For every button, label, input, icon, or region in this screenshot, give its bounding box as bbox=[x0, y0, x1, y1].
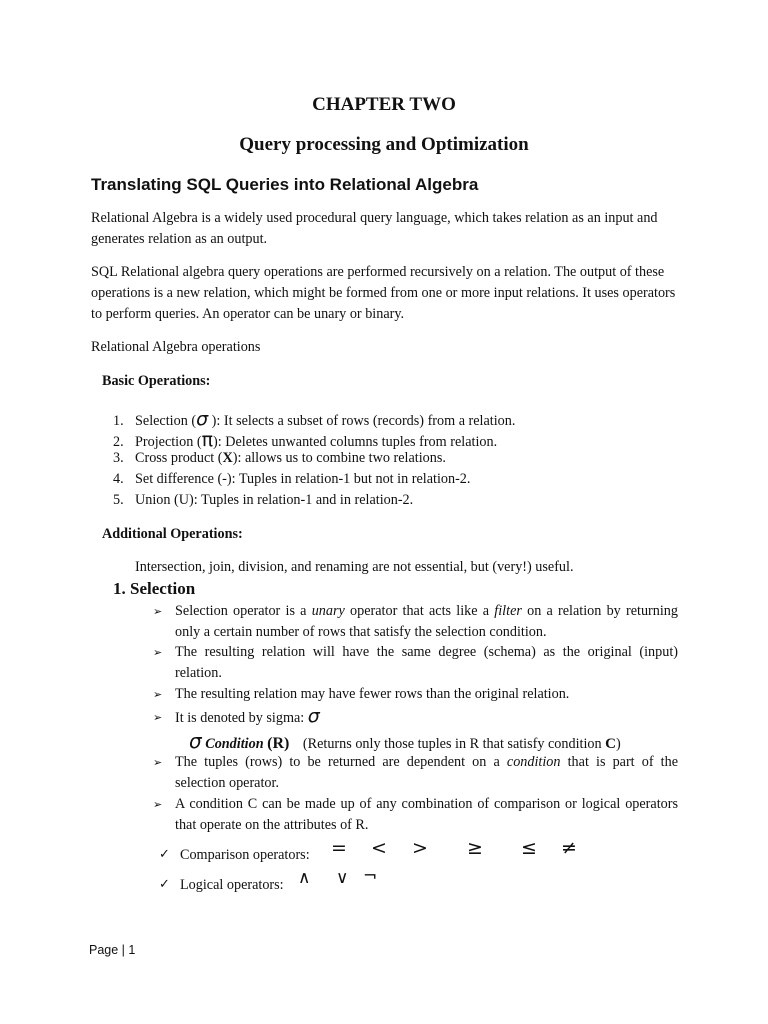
list-number: 3. bbox=[113, 450, 124, 466]
less-equal-operator: ≤ bbox=[521, 837, 537, 859]
arrow-bullet-icon: ➢ bbox=[153, 647, 163, 659]
additional-operations-heading: Additional Operations: bbox=[102, 526, 243, 542]
less-than-operator: < bbox=[371, 837, 387, 859]
check-icon: ✓ bbox=[159, 846, 170, 861]
list-item: 3. Cross product (X): allows us to combine two relations. bbox=[113, 450, 446, 466]
list-item: 2. Projection (π): Deletes unwanted columns tuples from relation. bbox=[113, 429, 498, 451]
selection-bullet-5: The tuples (rows) to be returned are dependent on a condition that is part of the selection operator. bbox=[175, 754, 679, 791]
selection-condition-expression: σ Condition (R) (Returns only those tuples in R that satisfy condition C) bbox=[189, 729, 621, 753]
basic-operations-heading: Basic Operations: bbox=[102, 373, 211, 389]
sigma-icon: σ bbox=[196, 408, 209, 430]
list-number: 2. bbox=[113, 434, 124, 450]
selection-heading: 1. Selection bbox=[113, 579, 196, 598]
arrow-bullet-icon: ➢ bbox=[153, 606, 163, 618]
operations-label: Relational Algebra operations bbox=[91, 339, 261, 355]
selection-bullet-1: Selection operator is a unary operator that acts like a filter on a relation by returning only a certain number of rows that satisfy the selection condition. bbox=[175, 603, 678, 640]
greater-equal-operator: ≥ bbox=[467, 837, 483, 859]
chapter-title: CHAPTER TWO bbox=[312, 94, 456, 115]
list-number: 5. bbox=[113, 492, 124, 508]
arrow-bullet-icon: ➢ bbox=[153, 712, 163, 724]
comparison-operators-label: Comparison operators: bbox=[180, 847, 310, 863]
intro-paragraph-2: SQL Relational algebra query operations are performed recursively on a relation. The output of these operations is a new relation, which might be formed from one or more input relations. It uses operators to perform queries. An operator can be unary or binary. bbox=[91, 264, 676, 322]
list-item: 4. Set difference (-): Tuples in relation-1 but not in relation-2. bbox=[113, 471, 471, 487]
selection-bullet-2: The resulting relation will have the same degree (schema) as the original (input) relation. bbox=[175, 644, 678, 681]
selection-bullet-4: It is denoted by sigma: σ bbox=[175, 705, 320, 727]
page-footer: Page | 1 bbox=[89, 943, 136, 957]
greater-than-operator: > bbox=[412, 837, 428, 859]
selection-bullet-3: The resulting relation may have fewer rows than the original relation. bbox=[175, 686, 570, 702]
not-equal-operator: ≠ bbox=[561, 837, 577, 859]
arrow-bullet-icon: ➢ bbox=[153, 799, 163, 811]
equals-operator: = bbox=[331, 837, 347, 859]
cross-symbol: X bbox=[222, 450, 233, 466]
pi-icon: π bbox=[201, 429, 214, 451]
or-operator: ∨ bbox=[336, 868, 349, 888]
list-number: 4. bbox=[113, 471, 124, 487]
and-operator: ∧ bbox=[298, 868, 311, 888]
arrow-bullet-icon: ➢ bbox=[153, 689, 163, 701]
logical-operators-label: Logical operators: bbox=[180, 877, 284, 893]
list-item: 5. Union (U): Tuples in relation-1 and in relation-2. bbox=[113, 492, 414, 508]
sigma-icon: σ bbox=[307, 705, 320, 727]
list-number: 1. bbox=[113, 413, 124, 429]
list-item: 1. Selection (σ ): It selects a subset of rows (records) from a relation. bbox=[113, 408, 516, 430]
arrow-bullet-icon: ➢ bbox=[153, 757, 163, 769]
selection-bullet-6: A condition C can be made up of any combination of comparison or logical operators that operate on the attributes of R. bbox=[175, 796, 678, 833]
sigma-icon: σ bbox=[189, 729, 202, 753]
not-operator: ¬ bbox=[363, 866, 378, 886]
additional-operations-text: Intersection, join, division, and renaming are not essential, but (very!) useful. bbox=[135, 559, 574, 575]
chapter-subtitle: Query processing and Optimization bbox=[239, 134, 529, 155]
check-icon: ✓ bbox=[159, 876, 170, 891]
intro-paragraph-1: Relational Algebra is a widely used procedural query language, which takes relation as an input and generates relation as an output. bbox=[91, 210, 658, 247]
section-heading: Translating SQL Queries into Relational Algebra bbox=[91, 175, 479, 194]
